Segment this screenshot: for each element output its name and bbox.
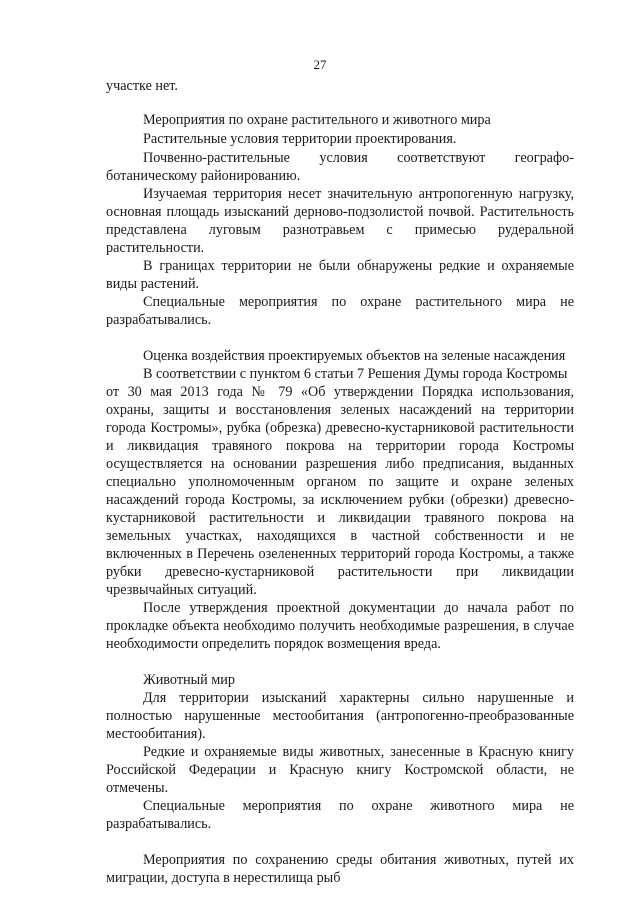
text-line: Растительные условия территории проектирования. (143, 131, 457, 147)
text-line: Изучаемая территория несет значительную антропогенную нагрузку, (143, 186, 574, 202)
text-line: В соответствии с пунктом 6 статьи 7 Решения Думы города Костромы (143, 366, 568, 382)
text-line: Специальные мероприятия по охране животного мира не (143, 798, 574, 814)
section-heading-habitat: Мероприятия по сохранению среды обитания животных, путей их (143, 852, 574, 868)
text-line: ботаническому районированию. (106, 168, 301, 184)
text-line: участке нет. (106, 78, 178, 94)
text-line: от 30 мая 2013 года № 79 «Об утверждении Порядка использования, (106, 384, 574, 400)
text-line: насаждений города Костромы, за исключением рубки (обрезки) древесно- (106, 492, 574, 508)
text-line: необходимости определить порядок возмещения вреда. (106, 636, 441, 652)
text-line: виды растений. (106, 276, 200, 292)
text-line: растительности. (106, 240, 205, 256)
text-line: кустарниковой растительности и ликвидации травяного покрова на (106, 510, 574, 526)
text-line: Почвенно-растительные условия соответствуют географо- (143, 150, 574, 166)
section-heading-flora-fauna: Мероприятия по охране растительного и животного мира (143, 112, 491, 128)
text-line: Российской Федерации и Красную книгу Костромской области, не (106, 762, 574, 778)
text-line: Редкие и охраняемые виды животных, занесенные в Красную книгу (143, 744, 574, 760)
text-line: В границах территории не были обнаружены редкие и охраняемые (143, 258, 574, 274)
text-line: разрабатывались. (106, 816, 212, 832)
text-line: Для территории изысканий характерны сильно нарушенные и (143, 690, 574, 706)
text-line: основная площадь изысканий дерново-подзолистой почвой. Растительность (106, 204, 574, 220)
text-line: рубки древесно-кустарниковой растительности при ликвидации (106, 564, 574, 580)
text-line: специально уполномоченным органом по защите и охране зеленых (106, 474, 574, 490)
text-line: разрабатывались. (106, 312, 212, 328)
text-line: Специальные мероприятия по охране растительного мира не (143, 294, 574, 310)
text-line: осуществляется на основании разрешения либо предписания, выданных (106, 456, 574, 472)
text-line: миграции, доступа в нерестилища рыб (106, 870, 341, 886)
text-line: местообитания). (106, 726, 206, 742)
text-line: полностью нарушенные местообитания (антропогенно-преобразованные (106, 708, 574, 724)
section-heading-fauna: Животный мир (143, 672, 235, 688)
text-line: земельных участках, находящихся в частной собственности и не (106, 528, 574, 544)
page-number: 27 (313, 57, 327, 72)
text-line: чрезвычайных ситуаций. (106, 582, 257, 598)
text-line: города Костромы», рубка (обрезка) древесно-кустарниковой растительности (106, 420, 574, 436)
text-line: прокладке объекта необходимо получить необходимые разрешения, в случае (106, 618, 574, 634)
text-line: включенных в Перечень озелененных территорий города Костромы, а также (106, 546, 574, 562)
text-line: отмечены. (106, 780, 169, 796)
text-line: охраны, защиты и восстановления зеленых насаждений на территории (106, 402, 574, 418)
text-line: и ликвидация травяного покрова на территории города Костромы (106, 438, 574, 454)
text-line: представлена луговым разнотравьем с примесью рудеральной (106, 222, 574, 238)
text-line: После утверждения проектной документации до начала работ по (143, 600, 574, 616)
section-heading-green-spaces: Оценка воздействия проектируемых объектов на зеленые насаждения (143, 348, 566, 364)
